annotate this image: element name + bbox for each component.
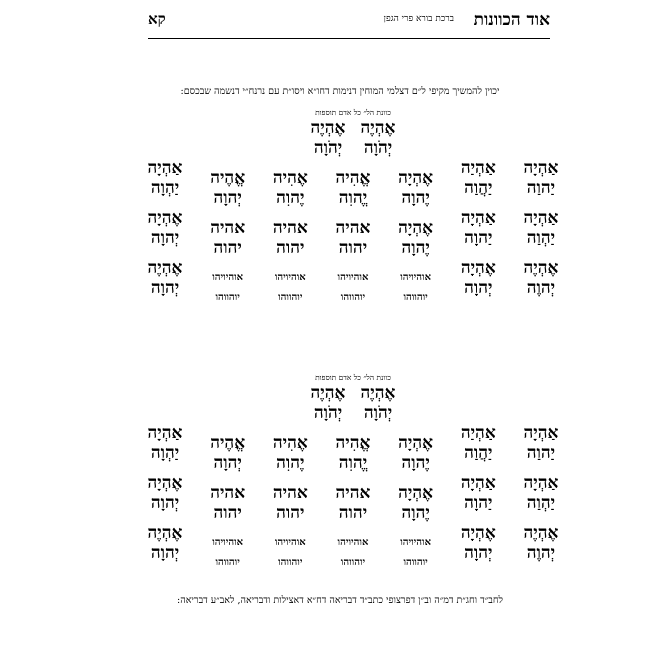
divine-name-cell: יְהוֶה <box>526 543 556 563</box>
divine-name-cell: אוהיויהו <box>400 537 432 548</box>
top-name-column <box>356 383 400 423</box>
center-name-column <box>394 433 438 573</box>
divine-name-cell: אֶהְיָה <box>147 473 183 493</box>
divine-name-cell: אֶהְיָה <box>398 168 434 188</box>
top-name-column <box>306 118 350 158</box>
divine-name-cell: יֶהוָה <box>401 453 430 473</box>
divine-name-cell: יַהֲוַה <box>464 178 493 198</box>
divine-name-cell: יוהווהו <box>340 292 366 303</box>
center-name-column <box>206 433 250 573</box>
divine-name-cell: אוהיויהו <box>212 537 244 548</box>
divine-name-cell: אהיה <box>210 218 246 238</box>
divine-name-cell: אוהיויהו <box>274 537 306 548</box>
divine-name-cell: אֶהִיה <box>272 433 308 453</box>
divine-name-cell: אהיה <box>272 483 308 503</box>
divine-name-cell: אֶהְיָה <box>460 523 496 543</box>
divine-name-cell: אֶהִיה <box>272 168 308 188</box>
side-name-column <box>143 158 187 298</box>
divine-name-cell: אֱהֶיה <box>210 433 246 453</box>
divine-name-cell: אַהְיָה <box>147 423 183 443</box>
divine-name-cell: יְהֹוָה <box>363 138 393 158</box>
divine-name-cell: יוהווהו <box>403 557 428 568</box>
divine-name-cell: יוהווהו <box>278 292 303 303</box>
kavanot-table-2 <box>143 373 563 588</box>
divine-name-cell: יְהֹוָה <box>313 403 343 423</box>
table-caption: כוונת הל״ כל אדם תוספות <box>315 108 391 117</box>
divine-name-cell: אֶהְיֶה <box>360 383 396 403</box>
divine-name-cell: יְהוָה <box>464 278 493 298</box>
divine-name-cell: יַהוָה <box>464 228 493 248</box>
divine-name-cell: אַהְיָה <box>147 158 183 178</box>
divine-name-cell: יֶהוָה <box>401 503 430 523</box>
divine-name-cell: יְהוֶה <box>526 278 556 298</box>
divine-name-cell: יֶהוִה <box>276 188 305 208</box>
divine-name-cell: יְהוָה <box>150 543 180 563</box>
divine-name-cell: יַהְוַה <box>526 228 556 248</box>
divine-name-cell: אֶהְיֶה <box>310 383 346 403</box>
divine-name-cell: אהיה <box>335 483 371 503</box>
divine-name-cell: אֶהְיֶה <box>523 258 559 278</box>
center-name-column <box>394 168 438 308</box>
divine-name-cell: אהיה <box>210 483 246 503</box>
page-number: קא <box>148 10 166 28</box>
side-name-column <box>519 158 563 298</box>
divine-name-cell: יַהֲוַה <box>464 443 493 463</box>
center-name-column <box>331 168 375 308</box>
divine-name-cell: אוהיויהו <box>274 272 306 283</box>
kavanot-table-1 <box>143 108 563 308</box>
divine-name-cell: אֱהִיה <box>335 433 371 453</box>
divine-name-cell: אוהיויהו <box>400 272 432 283</box>
divine-name-cell: יְהֹוָה <box>313 138 343 158</box>
divine-name-cell: יהוה <box>276 238 305 258</box>
divine-name-cell: יַהְוָה <box>150 443 180 463</box>
divine-name-cell: יהוה <box>213 503 242 523</box>
name-grid <box>143 423 563 573</box>
divine-name-cell: אֶהְיָה <box>147 208 183 228</box>
divine-name-cell: יְהוָה <box>150 228 180 248</box>
divine-name-cell: יַהְוַה <box>526 493 556 513</box>
divine-name-cell: יהוה <box>276 503 305 523</box>
divine-name-cell: אהיה <box>335 218 371 238</box>
center-name-column <box>206 168 250 308</box>
side-name-column <box>456 423 500 563</box>
divine-name-cell: יֶהוָה <box>401 238 430 258</box>
divine-name-cell: יַהוָה <box>464 493 493 513</box>
divine-name-cell: אהיה <box>272 218 308 238</box>
divine-name-cell: אֶהְיֶה <box>147 258 183 278</box>
divine-name-cell: יַהוַה <box>526 443 556 463</box>
footer-text: לחב״ד וחג״ת דמ״ה וב״ן דפרצופי כתב״ד דבריאה דח״א דאצילות ודבריאה, לאב״ע דבריאה: <box>177 595 503 606</box>
center-name-column <box>268 168 312 308</box>
divine-name-cell: יהוה <box>338 503 368 523</box>
top-name-column <box>306 383 350 423</box>
book-title: אוד הכוונות <box>473 10 550 30</box>
divine-name-cell: אֱהֶיה <box>210 168 246 188</box>
divine-name-cell: יַהוַה <box>526 178 556 198</box>
intro-text: יכוין להמשיך מקיפי ל״ם דצלמי המוחין דנימות דחו״א ויסו״ת עם נרנח״י דנשמה שבכסם: <box>180 86 500 97</box>
divine-name-cell: יְהוָה <box>150 278 180 298</box>
divine-name-cell: יוהווהו <box>340 557 366 568</box>
side-name-column <box>456 158 500 298</box>
divine-name-cell: אַהְיָה <box>523 208 559 228</box>
divine-name-cell: אֶהְיָה <box>398 218 434 238</box>
divine-name-cell: יֶהוִה <box>276 453 305 473</box>
divine-name-cell: יוהווהו <box>278 557 303 568</box>
center-name-column <box>268 433 312 573</box>
divine-name-cell: אֶהְיֶה <box>310 118 346 138</box>
divine-name-cell: אַהְיַה <box>460 158 496 178</box>
divine-name-cell: אַהְיָה <box>523 473 559 493</box>
divine-name-cell: יֱהוִה <box>338 188 368 208</box>
divine-name-cell: אֶהְיָה <box>398 433 434 453</box>
divine-name-cell: יְהֹוָה <box>363 403 393 423</box>
divine-name-cell: אוהיויהו <box>337 272 369 283</box>
divine-name-cell: יְהוָה <box>464 543 493 563</box>
divine-name-cell: אַהְיָה <box>460 208 496 228</box>
divine-name-cell: יוהווהו <box>215 557 240 568</box>
divine-name-cell: אֶהְיָה <box>460 258 496 278</box>
divine-name-cell: אוהיויהו <box>212 272 244 283</box>
divine-name-cell: יְהוָה <box>213 453 242 473</box>
center-name-column <box>331 433 375 573</box>
header-rule <box>148 38 550 39</box>
table-caption: כוונת הל״ כל אדם תוספות <box>315 373 391 382</box>
divine-name-cell: אֶהְיֶה <box>360 118 396 138</box>
divine-name-cell: אֶהְיָה <box>398 483 434 503</box>
top-name-column <box>356 118 400 158</box>
divine-name-cell: אַהְיָה <box>523 158 559 178</box>
top-name-pair <box>143 383 563 423</box>
top-name-pair <box>143 118 563 158</box>
divine-name-cell: יֶהוָה <box>401 188 430 208</box>
divine-name-cell: יַהְוָה <box>150 178 180 198</box>
divine-name-cell: יְהוָה <box>150 493 180 513</box>
divine-name-cell: אֱהִיה <box>335 168 371 188</box>
page-header <box>148 10 550 34</box>
section-title: ברכת בורא פרי הגפן <box>383 14 454 24</box>
divine-name-cell: יוהווהו <box>403 292 428 303</box>
divine-name-cell: יהוה <box>338 238 368 258</box>
side-name-column <box>519 423 563 563</box>
divine-name-cell: אֶהְיֶה <box>523 523 559 543</box>
side-name-column <box>143 423 187 563</box>
divine-name-cell: אַהְיָה <box>460 473 496 493</box>
divine-name-cell: אַהְיַה <box>460 423 496 443</box>
divine-name-cell: אַהְיָה <box>523 423 559 443</box>
divine-name-cell: יהוה <box>213 238 242 258</box>
divine-name-cell: אוהיויהו <box>337 537 369 548</box>
divine-name-cell: יֱהוִה <box>338 453 368 473</box>
name-grid <box>143 158 563 308</box>
divine-name-cell: יוהווהו <box>215 292 240 303</box>
divine-name-cell: אֶהְיֶה <box>147 523 183 543</box>
divine-name-cell: יְהוָה <box>213 188 242 208</box>
